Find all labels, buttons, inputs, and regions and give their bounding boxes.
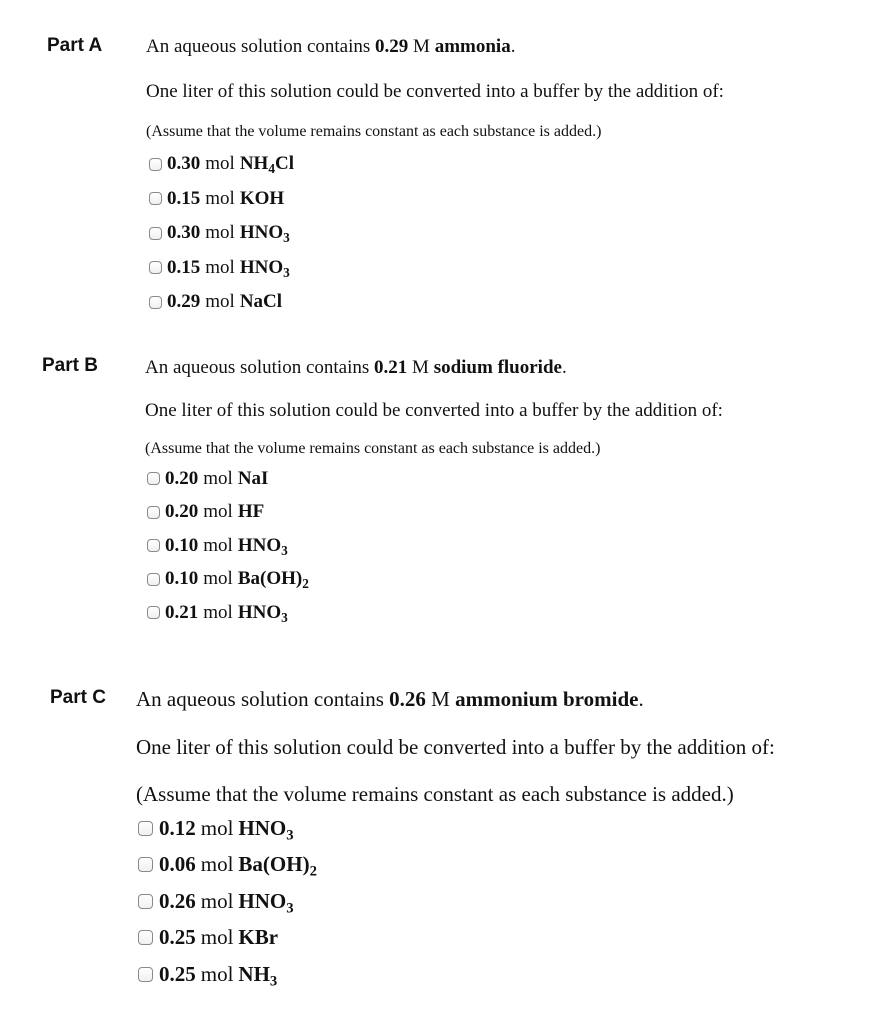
checkbox[interactable] xyxy=(147,506,160,519)
option-formula: NaI xyxy=(237,467,269,489)
checkbox[interactable] xyxy=(138,894,153,909)
option-unit: mol xyxy=(200,888,234,913)
option-unit: mol xyxy=(200,961,234,986)
intro-concentration: 0.26 xyxy=(389,687,426,711)
part-b-intro xyxy=(145,355,723,381)
intro-unit: M xyxy=(413,36,430,57)
option-unit: mol xyxy=(205,187,235,209)
part-b-assumption: (Assume that the volume remains constant as each substance is added.) xyxy=(145,440,601,457)
part-a-prompt: One liter of this solution could be converted into a buffer by the addition of: xyxy=(146,81,724,102)
part-c-option-2[interactable] xyxy=(138,847,775,884)
option-unit: mol xyxy=(203,568,233,590)
part-c-option-3[interactable] xyxy=(138,883,775,920)
part-c-body xyxy=(136,685,775,993)
option-amount: 0.29 xyxy=(167,291,201,313)
part-b-option-5[interactable] xyxy=(147,596,723,630)
option-amount: 0.12 xyxy=(159,815,196,840)
option-amount: 0.30 xyxy=(167,222,201,244)
intro-concentration: 0.21 xyxy=(374,357,408,378)
part-b-option-2[interactable] xyxy=(147,496,723,530)
part-a-assumption: (Assume that the volume remains constant as each substance is added.) xyxy=(146,123,602,140)
checkbox[interactable] xyxy=(147,606,160,619)
option-formula: $HNO_3$ xyxy=(237,534,288,558)
checkbox[interactable] xyxy=(149,227,162,240)
intro-suffix: . xyxy=(561,357,567,378)
option-amount: 0.10 xyxy=(165,568,199,590)
option-unit: mol xyxy=(203,534,233,556)
part-a-options xyxy=(149,147,724,320)
option-amount: 0.21 xyxy=(165,601,199,623)
intro-substance: ammonia xyxy=(434,36,511,57)
intro-prefix: An aqueous solution contains xyxy=(145,357,370,378)
part-a-option-4[interactable] xyxy=(149,251,724,286)
option-amount: 0.25 xyxy=(159,925,196,950)
checkbox[interactable] xyxy=(138,857,153,872)
option-formula: NaCl xyxy=(239,291,283,313)
checkbox[interactable] xyxy=(138,967,153,982)
part-a-option-5[interactable] xyxy=(149,285,724,320)
part-a-intro xyxy=(146,34,724,60)
intro-suffix: . xyxy=(510,36,516,57)
option-formula: KBr xyxy=(238,925,279,950)
part-c-option-1[interactable] xyxy=(138,810,775,847)
option-amount: 0.25 xyxy=(159,961,196,986)
intro-unit: M xyxy=(431,687,450,711)
option-amount: 0.20 xyxy=(165,501,199,523)
part-c-option-5[interactable] xyxy=(138,956,775,993)
part-b-option-1[interactable] xyxy=(147,462,723,496)
intro-unit: M xyxy=(412,357,429,378)
option-amount: 0.15 xyxy=(167,256,201,278)
part-c-intro xyxy=(136,685,775,713)
option-amount: 0.06 xyxy=(159,852,196,877)
part-a-body xyxy=(146,34,724,320)
part-a-label: Part A xyxy=(47,35,103,56)
option-unit: mol xyxy=(205,153,235,175)
checkbox[interactable] xyxy=(149,192,162,205)
part-c-prompt: One liter of this solution could be converted into a buffer by the addition of: xyxy=(136,735,775,759)
part-b-body xyxy=(145,355,723,630)
option-unit: mol xyxy=(200,815,234,840)
part-a-option-2[interactable] xyxy=(149,182,724,217)
option-formula: $NH_3$ xyxy=(238,961,278,990)
option-unit: mol xyxy=(203,501,233,523)
checkbox[interactable] xyxy=(138,821,153,836)
option-unit: mol xyxy=(200,852,234,877)
option-formula: $HNO_3$ xyxy=(238,888,294,917)
part-c-assumption: (Assume that the volume remains constant as each substance is added.) xyxy=(136,782,734,806)
option-formula: KOH xyxy=(239,187,285,209)
intro-substance: ammonium bromide xyxy=(455,687,639,711)
option-unit: mol xyxy=(205,256,235,278)
part-a-option-1[interactable] xyxy=(149,147,724,182)
checkbox[interactable] xyxy=(147,472,160,485)
checkbox[interactable] xyxy=(147,573,160,586)
option-formula: HF xyxy=(237,501,265,523)
option-formula: $Ba(OH)_2$ xyxy=(238,852,317,880)
intro-prefix: An aqueous solution contains xyxy=(136,687,384,711)
part-b-options xyxy=(147,462,723,630)
option-unit: mol xyxy=(205,291,235,313)
option-unit: mol xyxy=(203,467,233,489)
option-amount: 0.30 xyxy=(167,153,201,175)
option-amount: 0.20 xyxy=(165,467,199,489)
option-amount: 0.10 xyxy=(165,534,199,556)
part-b-option-3[interactable] xyxy=(147,529,723,563)
checkbox[interactable] xyxy=(149,296,162,309)
part-a-option-3[interactable] xyxy=(149,216,724,251)
option-unit: mol xyxy=(203,601,233,623)
option-amount: 0.26 xyxy=(159,888,196,913)
option-amount: 0.15 xyxy=(167,187,201,209)
intro-prefix: An aqueous solution contains xyxy=(146,36,371,57)
part-b-option-4[interactable] xyxy=(147,563,723,597)
option-formula: $HNO_3$ xyxy=(239,256,290,280)
part-c-label: Part C xyxy=(50,687,106,708)
option-formula: $HNO_3$ xyxy=(238,815,294,844)
part-b-prompt: One liter of this solution could be converted into a buffer by the addition of: xyxy=(145,400,723,421)
part-b-label: Part B xyxy=(42,355,98,376)
option-formula: $Ba(OH)_2$ xyxy=(237,568,309,592)
part-c-option-4[interactable] xyxy=(138,920,775,957)
checkbox[interactable] xyxy=(138,930,153,945)
intro-substance: sodium fluoride xyxy=(433,357,562,378)
intro-suffix: . xyxy=(638,687,644,711)
checkbox[interactable] xyxy=(147,539,160,552)
option-formula: $HNO_3$ xyxy=(239,222,290,246)
checkbox[interactable] xyxy=(149,261,162,274)
option-formula: $NH_4Cl$ xyxy=(239,153,294,177)
part-c-options xyxy=(138,810,775,993)
option-unit: mol xyxy=(200,925,234,950)
checkbox[interactable] xyxy=(149,158,162,171)
option-unit: mol xyxy=(205,222,235,244)
intro-concentration: 0.29 xyxy=(375,36,409,57)
option-formula: $HNO_3$ xyxy=(237,601,288,625)
